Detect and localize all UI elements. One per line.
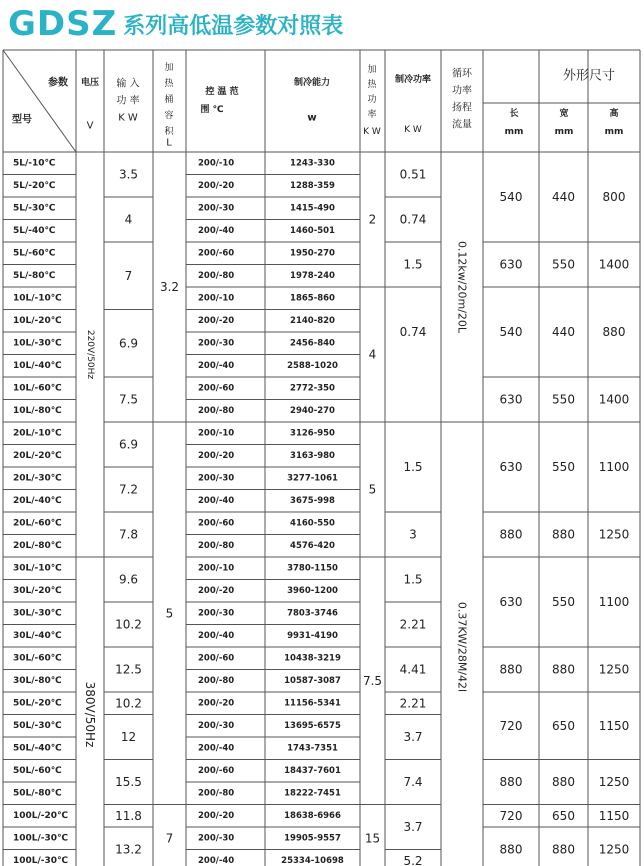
header-temp-range: 控 温 范 — [205, 87, 239, 97]
temp-range-cell: 200/-60 — [198, 653, 235, 664]
model-cell: 10L/-40℃ — [13, 360, 62, 371]
header-heating-power: 加 — [367, 65, 377, 75]
temp-range-cell: 200/-80 — [198, 540, 235, 551]
header-tank-unit: L — [166, 137, 172, 149]
header-dims: 外形尺寸 — [562, 68, 616, 84]
length-cell: 720 — [499, 718, 523, 733]
cooling-cell: 1243-330 — [290, 158, 335, 169]
temp-range-cell: 200/-60 — [198, 765, 235, 776]
temp-range-cell: 200/-60 — [198, 518, 235, 529]
cooling-cell: 2140-820 — [290, 315, 335, 326]
input-power-cell: 12 — [120, 730, 137, 744]
temp-range-cell: 200/-80 — [198, 788, 235, 799]
temp-range-cell: 200/-60 — [198, 383, 235, 394]
width-cell: 550 — [552, 257, 575, 272]
temp-range-cell: 200/-20 — [198, 810, 235, 821]
refrig-power-cell: 3 — [409, 527, 417, 542]
cooling-cell: 3163-980 — [290, 450, 335, 461]
length-cell: 880 — [499, 775, 523, 789]
header-heating-power: 热 — [367, 80, 377, 90]
width-cell: 880 — [552, 662, 575, 677]
cooling-cell: 3675-998 — [290, 495, 335, 506]
cooling-cell: 4576-420 — [290, 540, 335, 551]
temp-range-cell: 200/-30 — [198, 338, 235, 349]
refrig-power-cell: 1.5 — [403, 257, 423, 272]
input-power-cell: 10.2 — [115, 617, 142, 632]
cooling-cell: 1950-270 — [290, 248, 335, 259]
refrig-power-cell: 0.51 — [399, 167, 427, 182]
header-cooling: 制冷能力 — [293, 78, 331, 88]
height-cell: 880 — [602, 325, 626, 339]
height-cell: 1250 — [598, 527, 630, 542]
input-power-cell: 10.2 — [115, 696, 142, 711]
input-power-cell: 13.2 — [115, 842, 142, 857]
title-subtitle: 系列高低温参数对照表 — [123, 13, 344, 39]
temp-range-cell: 200/-30 — [198, 833, 235, 844]
input-power-cell: 9.6 — [118, 572, 139, 587]
header-voltage: 电压 — [80, 78, 100, 88]
cooling-cell: 4160-550 — [290, 518, 335, 529]
temp-range-cell: 200/-20 — [198, 450, 235, 461]
model-cell: 20L/-80℃ — [13, 540, 62, 551]
cooling-cell: 18222-7451 — [284, 788, 341, 799]
voltage-cell: 380V/50Hz — [83, 681, 97, 748]
height-cell: 1250 — [598, 775, 630, 789]
header-heating-power: 功 — [367, 95, 377, 105]
header-heating-power: 率 — [367, 110, 377, 120]
header-refrig-power: 制冷功率 — [394, 75, 432, 85]
model-cell: 20L/-10℃ — [13, 428, 62, 439]
width-cell: 650 — [552, 718, 575, 733]
header-tank: 桶 — [164, 95, 174, 105]
cooling-cell: 1978-240 — [290, 270, 335, 281]
header-input-power-unit: K W — [118, 112, 138, 124]
width-cell: 650 — [552, 808, 575, 823]
height-cell: 1150 — [598, 718, 630, 733]
refrig-power-cell: 5.2 — [403, 853, 423, 866]
cooling-cell: 7803-3746 — [287, 608, 338, 619]
heating-power-cell: 2 — [368, 212, 377, 227]
tank-volume-cell: 5 — [165, 606, 174, 621]
refrig-power-cell: 2.21 — [399, 617, 427, 632]
input-power-cell: 11.8 — [115, 808, 142, 823]
header-cooling-unit: w — [307, 112, 317, 124]
header-input-power: 输 入 — [116, 78, 140, 90]
temp-range-cell: 200/-30 — [198, 608, 235, 619]
temp-range-cell: 200/-40 — [198, 360, 235, 371]
refrig-power-cell: 0.74 — [399, 325, 427, 339]
temp-range-cell: 200/-10 — [198, 293, 235, 304]
refrig-power-cell: 1.5 — [403, 460, 423, 474]
width-cell: 550 — [552, 595, 575, 609]
cooling-cell: 3126-950 — [290, 428, 335, 439]
cooling-cell: 9931-4190 — [287, 630, 338, 641]
height-cell: 1150 — [598, 808, 630, 823]
temp-range-cell: 200/-20 — [198, 698, 235, 709]
cooling-cell: 19905-9557 — [284, 833, 341, 844]
cooling-cell: 18638-6966 — [284, 810, 341, 821]
header-tank: 热 — [164, 79, 174, 89]
cooling-cell: 2456-840 — [290, 338, 335, 349]
model-cell: 5L/-60℃ — [13, 248, 56, 259]
header-height-unit: mm — [604, 127, 624, 137]
cooling-cell: 2940-270 — [290, 405, 335, 416]
heating-power-cell: 5 — [368, 482, 377, 497]
refrig-power-cell: 1.5 — [403, 572, 423, 587]
model-cell: 10L/-60℃ — [13, 383, 62, 394]
cooling-cell: 3960-1200 — [287, 585, 338, 596]
model-cell: 10L/-80℃ — [13, 405, 62, 416]
header-temp-range-unit: 围 ℃ — [200, 105, 224, 115]
input-power-cell: 7 — [124, 268, 133, 283]
header-pump: 循环 — [452, 68, 472, 80]
temp-range-cell: 200/-30 — [198, 473, 235, 484]
header-tank: 加 — [164, 63, 174, 73]
input-power-cell: 4 — [124, 212, 133, 227]
header-tank: 积 — [164, 127, 174, 137]
width-cell: 880 — [552, 527, 575, 542]
model-cell: 100L/-20℃ — [13, 810, 68, 821]
height-cell: 1400 — [598, 257, 630, 272]
heating-power-cell: 15 — [364, 831, 381, 846]
model-cell: 50L/-80℃ — [13, 788, 62, 799]
heating-power-cell: 4 — [368, 347, 377, 362]
height-cell: 1250 — [598, 842, 630, 857]
cooling-cell: 2772-350 — [290, 383, 335, 394]
temp-range-cell: 200/-40 — [198, 855, 235, 866]
input-power-cell: 7.5 — [118, 392, 139, 407]
model-cell: 10L/-20℃ — [13, 315, 62, 326]
temp-range-cell: 200/-30 — [198, 203, 235, 214]
header-tank: 容 — [164, 111, 174, 121]
cooling-cell: 13695-6575 — [284, 720, 341, 731]
model-cell: 50L/-30℃ — [13, 720, 62, 731]
header-heating-power-unit: K W — [363, 127, 381, 137]
pump-cell: 0.12kw/20m/20L — [455, 240, 469, 334]
model-cell: 20L/-40℃ — [13, 495, 62, 506]
cooling-cell: 1743-7351 — [287, 743, 338, 754]
temp-range-cell: 200/-30 — [198, 720, 235, 731]
input-power-cell: 7.2 — [118, 482, 139, 497]
cooling-cell: 1415-490 — [290, 203, 335, 214]
height-cell: 1400 — [598, 392, 630, 407]
tank-volume-cell: 7 — [165, 831, 174, 846]
length-cell: 880 — [499, 527, 523, 542]
header-input-power: 功 率 — [116, 95, 140, 107]
heating-power-cell: 7.5 — [362, 673, 383, 688]
header-pump: 流量 — [452, 119, 472, 131]
voltage-cell: 220V/50Hz — [85, 329, 95, 380]
header-diagonal — [3, 50, 76, 152]
height-cell: 1100 — [598, 460, 630, 474]
model-cell: 5L/-40℃ — [13, 225, 56, 236]
temp-range-cell: 200/-80 — [198, 405, 235, 416]
width-cell: 440 — [552, 325, 575, 339]
model-cell: 30L/-60℃ — [13, 653, 62, 664]
model-cell: 20L/-20℃ — [13, 450, 62, 461]
length-cell: 630 — [499, 392, 523, 407]
model-cell: 100L/-30℃ — [13, 833, 68, 844]
height-cell: 1100 — [598, 595, 630, 609]
cooling-cell: 11156-5341 — [284, 698, 341, 709]
refrig-power-cell: 7.4 — [403, 775, 423, 789]
cooling-cell: 10438-3219 — [284, 653, 341, 664]
temp-range-cell: 200/-20 — [198, 585, 235, 596]
header-length: 长 — [509, 109, 519, 119]
length-cell: 630 — [499, 257, 523, 272]
cooling-cell: 2588-1020 — [287, 360, 338, 371]
width-cell: 440 — [552, 190, 575, 204]
temp-range-cell: 200/-60 — [198, 248, 235, 259]
header-voltage-unit: V — [86, 120, 94, 132]
width-cell: 550 — [552, 460, 575, 474]
model-cell: 50L/-40℃ — [13, 743, 62, 754]
temp-range-cell: 200/-80 — [198, 270, 235, 281]
input-power-cell: 7.8 — [118, 527, 139, 542]
input-power-cell: 3.5 — [118, 167, 139, 182]
cooling-cell: 10587-3087 — [284, 675, 341, 686]
model-cell: 10L/-10℃ — [13, 293, 62, 304]
model-cell: 30L/-40℃ — [13, 630, 62, 641]
model-cell: 20L/-30℃ — [13, 473, 62, 484]
brand-name: GDSZ — [8, 4, 118, 44]
header-length-unit: mm — [504, 127, 524, 137]
cooling-cell: 1288-359 — [290, 180, 335, 191]
cooling-cell: 25334-10698 — [281, 855, 344, 866]
model-cell: 100L/-30℃ — [13, 855, 68, 866]
model-cell: 5L/-30℃ — [13, 203, 56, 214]
length-cell: 880 — [499, 842, 523, 857]
temp-range-cell: 200/-20 — [198, 180, 235, 191]
temp-range-cell: 200/-40 — [198, 743, 235, 754]
pump-cell: 0.37KW/28M/42l — [455, 601, 469, 693]
input-power-cell: 15.5 — [115, 775, 142, 789]
temp-range-cell: 200/-10 — [198, 428, 235, 439]
width-cell: 880 — [552, 842, 575, 857]
header-model: 型号 — [12, 114, 32, 126]
length-cell: 880 — [499, 662, 523, 677]
temp-range-cell: 200/-40 — [198, 225, 235, 236]
input-power-cell: 12.5 — [115, 662, 142, 677]
header-refrig-power-unit: K W — [404, 125, 422, 135]
cooling-cell: 3780-1150 — [287, 563, 338, 574]
temp-range-cell: 200/-40 — [198, 630, 235, 641]
model-cell: 20L/-60℃ — [13, 518, 62, 529]
refrig-power-cell: 3.7 — [403, 730, 423, 744]
header-height: 高 — [609, 109, 619, 119]
length-cell: 540 — [499, 325, 523, 339]
model-cell: 10L/-30℃ — [13, 338, 62, 349]
header-width: 宽 — [559, 109, 569, 119]
model-cell: 5L/-80℃ — [13, 270, 56, 281]
temp-range-cell: 200/-40 — [198, 495, 235, 506]
refrig-power-cell: 3.7 — [403, 820, 423, 834]
model-cell: 50L/-60℃ — [13, 765, 62, 776]
temp-range-cell: 200/-10 — [198, 158, 235, 169]
model-cell: 30L/-20℃ — [13, 585, 62, 596]
model-cell: 30L/-30℃ — [13, 608, 62, 619]
model-cell: 30L/-80℃ — [13, 675, 62, 686]
height-cell: 1250 — [598, 662, 630, 677]
input-power-cell: 6.9 — [118, 336, 139, 351]
length-cell: 720 — [499, 808, 523, 823]
model-cell: 5L/-10℃ — [13, 158, 56, 169]
refrig-power-cell: 2.21 — [399, 696, 427, 711]
height-cell: 800 — [602, 190, 626, 204]
cooling-cell: 1865-860 — [290, 293, 335, 304]
length-cell: 630 — [499, 595, 523, 609]
refrig-power-cell: 0.74 — [399, 212, 427, 227]
length-cell: 540 — [499, 190, 523, 204]
temp-range-cell: 200/-10 — [198, 563, 235, 574]
width-cell: 880 — [552, 775, 575, 789]
width-cell: 550 — [552, 392, 575, 407]
temp-range-cell: 200/-20 — [198, 315, 235, 326]
model-cell: 50L/-20℃ — [13, 698, 62, 709]
cooling-cell: 3277-1061 — [287, 473, 338, 484]
refrig-power-cell: 4.41 — [399, 662, 427, 677]
header-pump: 功率 — [452, 85, 472, 97]
model-cell: 5L/-20℃ — [13, 180, 56, 191]
temp-range-cell: 200/-80 — [198, 675, 235, 686]
header-param: 参数 — [48, 77, 68, 89]
model-cell: 30L/-10℃ — [13, 563, 62, 574]
header-width-unit: mm — [554, 127, 574, 137]
cooling-cell: 18437-7601 — [284, 765, 341, 776]
header-pump: 扬程 — [452, 102, 472, 114]
tank-volume-cell: 3.2 — [159, 280, 180, 294]
length-cell: 630 — [499, 460, 523, 474]
cooling-cell: 1460-501 — [290, 225, 335, 236]
input-power-cell: 6.9 — [118, 437, 139, 452]
